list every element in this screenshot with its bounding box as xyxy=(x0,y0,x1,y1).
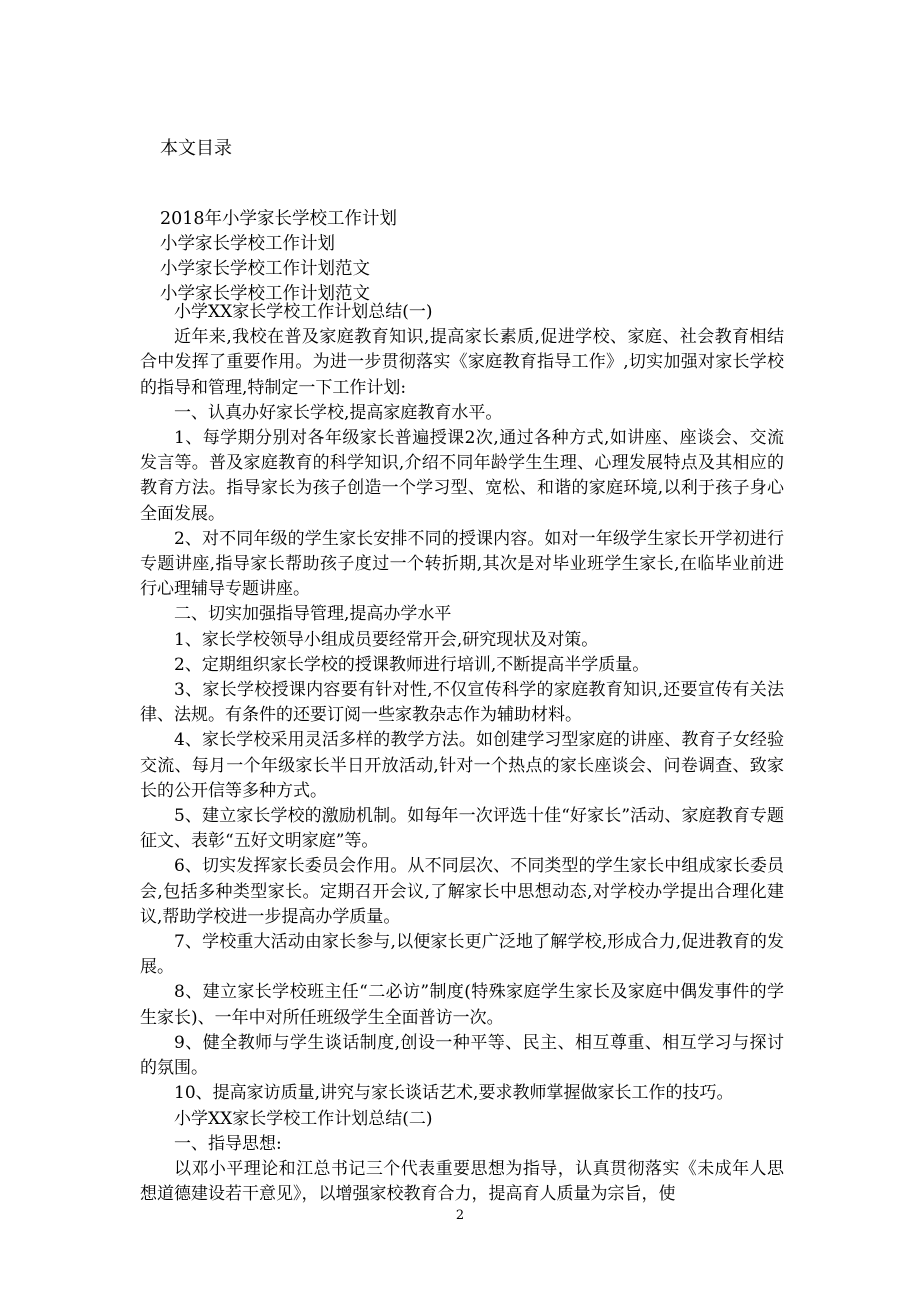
section-heading-2: 小学XX家长学校工作计划总结(二) xyxy=(174,1108,433,1129)
subsection-title-3: 一、指导思想: xyxy=(174,1133,282,1154)
closing-paragraph: 以邓小平理论和江总书记三个代表重要思想为指导，认真贯彻落实《未成年人思想道德建设若干意见》，以增强家校教育合力，提高育人质量为宗旨，使 xyxy=(140,1158,784,1205)
section-heading-1: 小学XX家长学校工作计划总结(一) xyxy=(174,302,433,322)
toc-item[interactable]: 2018年小学家长学校工作计划 xyxy=(160,209,398,229)
table-of-contents xyxy=(160,207,397,307)
item-paragraph: 2、定期组织家长学校的授课教师进行培训,不断提高半学质量。 xyxy=(174,654,650,675)
item-paragraph: 3、家长学校授课内容要有针对性,不仅宣传科学的家庭教育知识,还要宣传有关法律、法规。有条件的还要订阅一些家教杂志作为辅助材料。 xyxy=(140,680,784,726)
item-paragraph: 9、健全教师与学生谈话制度,创设一种平等、民主、相互尊重、相互学习与探讨的氛围。 xyxy=(140,1032,784,1079)
toc-item[interactable]: 小学家长学校工作计划范文 xyxy=(160,259,370,279)
intro-paragraph: 近年来,我校在普及家庭教育知识,提高家长素质,促进学校、家庭、社会教育相结合中发挥了重要作用。为进一步贯彻落实《家庭教育指导工作》,切实加强对家长学校的指导和管理,特制定一下工作计划: xyxy=(140,327,784,398)
item-paragraph: 8、建立家长学校班主任“二必访”制度(特殊家庭学生家长及家庭中偶发事件的学生家长)、一年中对所任班级学生全面普访一次。 xyxy=(140,982,784,1028)
item-paragraph: 7、学校重大活动由家长参与,以便家长更广泛地了解学校,形成合力,促进教育的发展。 xyxy=(140,932,784,978)
subsection-title-1: 一、认真办好家长学校,提高家庭教育水平。 xyxy=(174,402,503,423)
toc-title: 本文目录 xyxy=(160,138,232,159)
toc-item[interactable]: 小学家长学校工作计划 xyxy=(160,234,335,254)
item-paragraph: 2、对不同年级的学生家长安排不同的授课内容。如对一年级学生家长开学初进行专题讲座,指导家长帮助孩子度过一个转折期,其次是对毕业班学生家长,在临毕业前进行心理辅导专题讲座。 xyxy=(140,528,784,600)
toc-item[interactable]: 小学家长学校工作计划范文 xyxy=(160,284,370,304)
item-paragraph: 10、提高家访质量,讲究与家长谈话艺术,要求教师掌握做家长工作的技巧。 xyxy=(174,1083,734,1104)
subsection-title-2: 二、切实加强指导管理,提高办学水平 xyxy=(174,604,452,625)
item-paragraph: 4、家长学校采用灵活多样的教学方法。如创建学习型家庭的讲座、教育子女经验交流、每月一个年级家长半日开放活动,针对一个热点的家长座谈会、问卷调查、致家长的公开信等多种方式。 xyxy=(140,730,784,801)
page-number: 2 xyxy=(455,1208,465,1223)
item-paragraph: 6、切实发挥家长委员会作用。从不同层次、不同类型的学生家长中组成家长委员会,包括多种类型家长。定期召开会议,了解家长中思想动态,对学校办学提出合理化建议,帮助学校进一步提高办学质量。 xyxy=(140,856,784,927)
item-paragraph: 1、家长学校领导小组成员要经常开会,研究现状及对策。 xyxy=(174,629,599,650)
document-body xyxy=(140,300,784,1207)
item-paragraph: 5、建立家长学校的激励机制。如每年一次评选十佳“好家长”活动、家庭教育专题征文、表彰“五好文明家庭”等。 xyxy=(140,806,784,852)
item-paragraph: 1、每学期分别对各年级家长普遍授课2次,通过各种方式,如讲座、座谈会、交流发言等。普及家庭教育的科学知识,介绍不同年龄学生生理、心理发展特点及其相应的教育方法。指导家长为孩子创造一个学习型、宽松、和谐的家庭环境,以利于孩子身心全面发展。 xyxy=(140,428,784,524)
